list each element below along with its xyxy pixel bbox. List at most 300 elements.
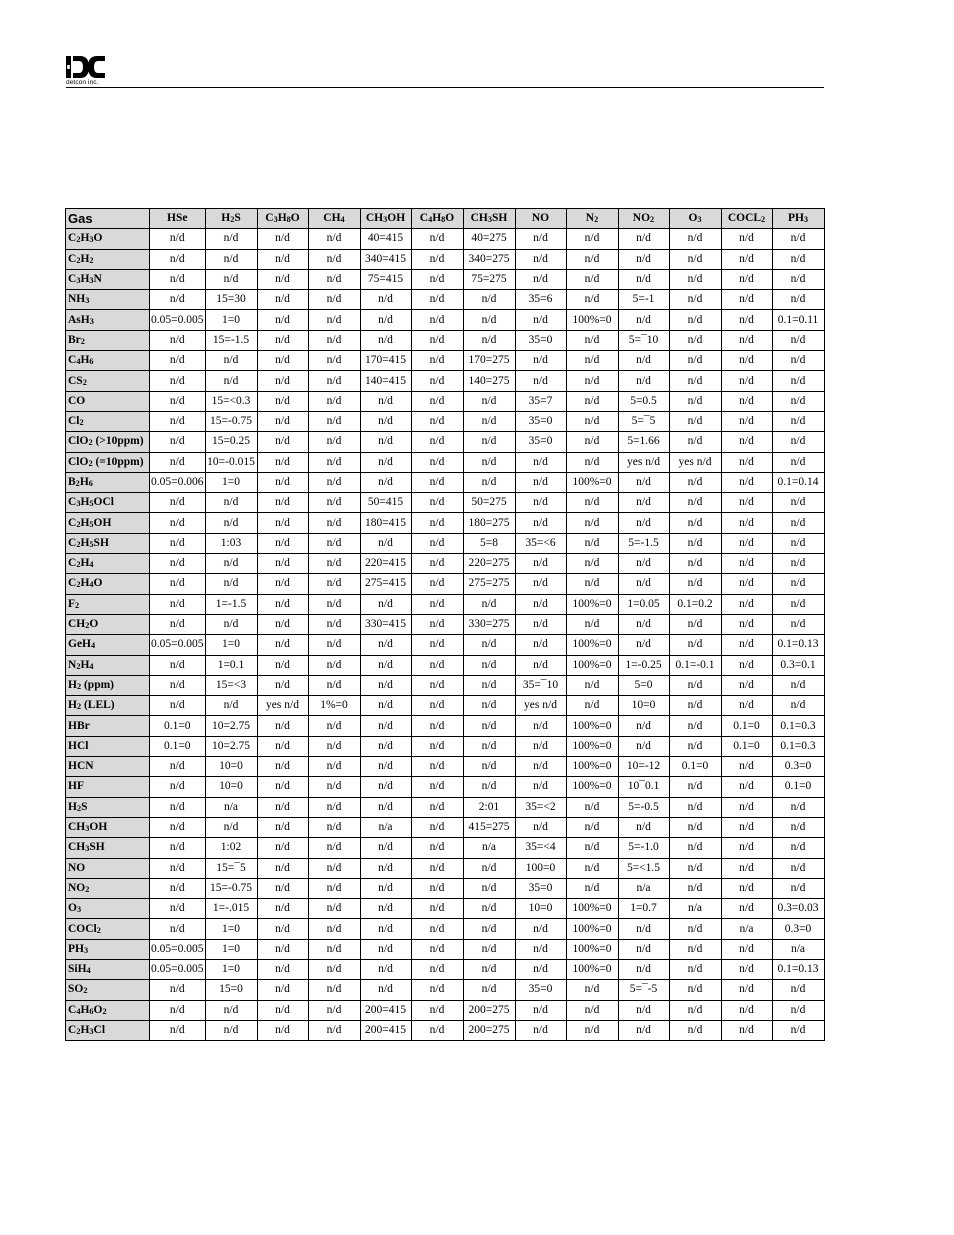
- gas-name-cell: $C_2H_3O$: [66, 229, 150, 249]
- value-cell: n/d: [772, 1000, 824, 1020]
- column-header: $H_2S$: [205, 209, 257, 229]
- value-cell: yes n/d: [669, 452, 721, 472]
- table-row: [66, 391, 825, 411]
- value-cell: 1=0: [205, 310, 257, 330]
- table-row: [66, 249, 825, 269]
- value-cell: n/d: [463, 696, 515, 716]
- value-cell: yes n/d: [618, 452, 669, 472]
- value-cell: n/d: [411, 249, 463, 269]
- value-cell: n/d: [566, 858, 618, 878]
- column-header: $C_4H_8O$: [411, 209, 463, 229]
- value-cell: n/d: [150, 452, 206, 472]
- gas-name-cell: HF: [66, 777, 150, 797]
- value-cell: n/d: [308, 269, 360, 289]
- value-cell: 1=-1.5: [205, 594, 257, 614]
- value-cell: n/d: [411, 696, 463, 716]
- value-cell: n/d: [515, 635, 566, 655]
- table-row: [66, 980, 825, 1000]
- value-cell: n/d: [515, 594, 566, 614]
- value-cell: n/d: [721, 797, 772, 817]
- table-row: [66, 411, 825, 431]
- value-cell: n/d: [515, 371, 566, 391]
- value-cell: n/d: [360, 432, 411, 452]
- gas-name-cell: $C_4H_6$: [66, 351, 150, 371]
- value-cell: 170=275: [463, 351, 515, 371]
- value-cell: n/d: [308, 351, 360, 371]
- value-cell: n/a: [772, 939, 824, 959]
- value-cell: n/d: [618, 939, 669, 959]
- value-cell: 100%=0: [566, 310, 618, 330]
- value-cell: n/d: [360, 959, 411, 979]
- value-cell: n/d: [257, 757, 308, 777]
- value-cell: n/d: [411, 554, 463, 574]
- value-cell: n/d: [721, 777, 772, 797]
- value-cell: n/d: [205, 371, 257, 391]
- gas-name-cell: $C_2H_5OH$: [66, 513, 150, 533]
- value-cell: 100%=0: [566, 757, 618, 777]
- value-cell: n/d: [257, 351, 308, 371]
- value-cell: n/d: [618, 351, 669, 371]
- value-cell: n/d: [411, 899, 463, 919]
- gas-name-cell: SiH$_4$: [66, 959, 150, 979]
- value-cell: n/d: [257, 229, 308, 249]
- value-cell: n/d: [257, 1000, 308, 1020]
- gas-name-cell: $C_2H_2$: [66, 249, 150, 269]
- value-cell: n/d: [411, 351, 463, 371]
- column-header: $CH_3OH$: [360, 209, 411, 229]
- value-cell: n/d: [566, 574, 618, 594]
- value-cell: n/d: [618, 736, 669, 756]
- value-cell: 5=-1.0: [618, 838, 669, 858]
- value-cell: n/d: [150, 980, 206, 1000]
- value-cell: n/d: [150, 777, 206, 797]
- value-cell: n/d: [772, 411, 824, 431]
- value-cell: n/d: [411, 594, 463, 614]
- value-cell: n/d: [308, 513, 360, 533]
- value-cell: n/d: [150, 533, 206, 553]
- value-cell: 40=415: [360, 229, 411, 249]
- value-cell: n/d: [150, 614, 206, 634]
- table-row: [66, 899, 825, 919]
- table-row: [66, 432, 825, 452]
- value-cell: n/d: [515, 716, 566, 736]
- value-cell: n/d: [669, 635, 721, 655]
- value-cell: n/d: [411, 858, 463, 878]
- value-cell: n/d: [669, 736, 721, 756]
- value-cell: n/d: [308, 1000, 360, 1020]
- value-cell: n/a: [721, 919, 772, 939]
- value-cell: n/d: [360, 797, 411, 817]
- value-cell: 0.1=0: [150, 736, 206, 756]
- value-cell: 1=0: [205, 635, 257, 655]
- value-cell: n/d: [257, 290, 308, 310]
- value-cell: n/d: [463, 980, 515, 1000]
- value-cell: n/d: [257, 1020, 308, 1040]
- value-cell: n/d: [721, 655, 772, 675]
- value-cell: n/d: [308, 594, 360, 614]
- value-cell: 35=<6: [515, 533, 566, 553]
- value-cell: 1=0.7: [618, 899, 669, 919]
- value-cell: n/d: [308, 939, 360, 959]
- value-cell: n/d: [411, 391, 463, 411]
- value-cell: n/d: [205, 696, 257, 716]
- value-cell: n/d: [308, 452, 360, 472]
- gas-name-cell: CO: [66, 391, 150, 411]
- value-cell: n/d: [150, 1000, 206, 1020]
- value-cell: 1=0.05: [618, 594, 669, 614]
- value-cell: n/d: [308, 919, 360, 939]
- value-cell: n/d: [772, 838, 824, 858]
- value-cell: n/d: [515, 452, 566, 472]
- value-cell: n/d: [721, 757, 772, 777]
- value-cell: n/d: [618, 229, 669, 249]
- value-cell: n/d: [618, 574, 669, 594]
- value-cell: n/d: [257, 432, 308, 452]
- gas-name-cell: $B_2H_6$: [66, 472, 150, 492]
- value-cell: n/d: [150, 371, 206, 391]
- value-cell: n/d: [150, 878, 206, 898]
- value-cell: 0.1=0: [721, 736, 772, 756]
- table-row: [66, 797, 825, 817]
- table-row: [66, 513, 825, 533]
- value-cell: n/d: [150, 696, 206, 716]
- value-cell: n/d: [308, 391, 360, 411]
- value-cell: 1=0: [205, 472, 257, 492]
- gas-name-cell: COCl$_2$: [66, 919, 150, 939]
- value-cell: 330=275: [463, 614, 515, 634]
- value-cell: n/d: [463, 290, 515, 310]
- value-cell: n/d: [308, 757, 360, 777]
- column-header: $CH_3SH$: [463, 209, 515, 229]
- value-cell: n/d: [721, 838, 772, 858]
- value-cell: n/d: [669, 614, 721, 634]
- value-cell: 15=30: [205, 290, 257, 310]
- value-cell: n/d: [360, 675, 411, 695]
- value-cell: n/d: [150, 817, 206, 837]
- value-cell: yes n/d: [515, 696, 566, 716]
- value-cell: n/d: [618, 716, 669, 736]
- value-cell: 0.1=0: [772, 777, 824, 797]
- value-cell: n/d: [669, 493, 721, 513]
- gas-name-cell: $NH_3$: [66, 290, 150, 310]
- value-cell: n/d: [360, 716, 411, 736]
- value-cell: n/d: [566, 391, 618, 411]
- table-row: [66, 533, 825, 553]
- value-cell: n/d: [515, 655, 566, 675]
- value-cell: n/d: [257, 899, 308, 919]
- value-cell: n/d: [618, 817, 669, 837]
- value-cell: n/d: [308, 249, 360, 269]
- value-cell: 2:01: [463, 797, 515, 817]
- value-cell: n/d: [411, 635, 463, 655]
- table-row: [66, 554, 825, 574]
- value-cell: n/d: [257, 472, 308, 492]
- gas-name-cell: $H_2S$: [66, 797, 150, 817]
- value-cell: n/a: [205, 797, 257, 817]
- gas-name-cell: $CH_3OH$: [66, 817, 150, 837]
- table-header-row: [66, 209, 825, 229]
- gas-name-cell: $SO_2$: [66, 980, 150, 1000]
- value-cell: n/d: [669, 797, 721, 817]
- value-cell: n/d: [411, 432, 463, 452]
- table-row: [66, 574, 825, 594]
- value-cell: n/d: [515, 574, 566, 594]
- value-cell: 5=<1.5: [618, 858, 669, 878]
- value-cell: 0.1=0.11: [772, 310, 824, 330]
- value-cell: n/d: [205, 249, 257, 269]
- value-cell: n/d: [257, 554, 308, 574]
- value-cell: n/d: [411, 310, 463, 330]
- value-cell: 5=¯10: [618, 330, 669, 350]
- value-cell: n/a: [669, 899, 721, 919]
- value-cell: n/d: [411, 736, 463, 756]
- value-cell: n/d: [360, 736, 411, 756]
- value-cell: n/d: [669, 269, 721, 289]
- table-row: [66, 736, 825, 756]
- value-cell: 0.3=0.03: [772, 899, 824, 919]
- gas-name-cell: NO: [66, 858, 150, 878]
- value-cell: n/d: [257, 371, 308, 391]
- value-cell: n/d: [360, 939, 411, 959]
- value-cell: n/d: [257, 493, 308, 513]
- value-cell: n/d: [150, 899, 206, 919]
- value-cell: n/d: [772, 452, 824, 472]
- value-cell: 5=¯5: [618, 411, 669, 431]
- value-cell: n/d: [308, 655, 360, 675]
- value-cell: n/d: [721, 899, 772, 919]
- value-cell: n/d: [411, 878, 463, 898]
- value-cell: n/d: [669, 1020, 721, 1040]
- value-cell: n/d: [463, 655, 515, 675]
- value-cell: 35=0: [515, 411, 566, 431]
- value-cell: n/d: [515, 757, 566, 777]
- value-cell: n/d: [411, 330, 463, 350]
- value-cell: 100%=0: [566, 777, 618, 797]
- value-cell: n/d: [772, 1020, 824, 1040]
- value-cell: n/d: [205, 817, 257, 837]
- value-cell: n/d: [463, 757, 515, 777]
- gas-name-cell: HBr: [66, 716, 150, 736]
- value-cell: n/d: [411, 838, 463, 858]
- logo-caption: detcon inc.: [66, 79, 99, 86]
- value-cell: n/d: [308, 635, 360, 655]
- value-cell: 5=8: [463, 533, 515, 553]
- value-cell: n/d: [257, 614, 308, 634]
- value-cell: n/d: [721, 493, 772, 513]
- column-header: $C_3H_8O$: [257, 209, 308, 229]
- value-cell: n/d: [515, 310, 566, 330]
- value-cell: n/d: [411, 797, 463, 817]
- value-cell: n/d: [515, 614, 566, 634]
- value-cell: n/d: [411, 411, 463, 431]
- value-cell: n/d: [618, 310, 669, 330]
- gas-name-cell: $Cl_2$: [66, 411, 150, 431]
- gas-name-cell: $C_2H_3Cl$: [66, 1020, 150, 1040]
- value-cell: n/d: [669, 574, 721, 594]
- value-cell: n/d: [150, 1020, 206, 1040]
- table-row: [66, 655, 825, 675]
- value-cell: n/d: [308, 675, 360, 695]
- value-cell: n/d: [772, 878, 824, 898]
- value-cell: 10=0: [618, 696, 669, 716]
- value-cell: 140=415: [360, 371, 411, 391]
- value-cell: n/d: [721, 817, 772, 837]
- table-row: [66, 838, 825, 858]
- value-cell: n/d: [308, 736, 360, 756]
- value-cell: n/d: [257, 533, 308, 553]
- value-cell: n/d: [257, 716, 308, 736]
- value-cell: n/d: [308, 716, 360, 736]
- gas-name-cell: ClO$_2$ (>10ppm): [66, 432, 150, 452]
- cross-sensitivity-table: [65, 208, 825, 1041]
- value-cell: n/d: [669, 554, 721, 574]
- value-cell: n/d: [257, 878, 308, 898]
- column-header: $COCL_2$: [721, 209, 772, 229]
- gas-name-cell: $CS_2$: [66, 371, 150, 391]
- value-cell: n/d: [411, 1020, 463, 1040]
- value-cell: n/d: [360, 777, 411, 797]
- value-cell: 10=0: [205, 777, 257, 797]
- value-cell: n/d: [257, 675, 308, 695]
- value-cell: n/d: [463, 777, 515, 797]
- value-cell: n/d: [515, 472, 566, 492]
- value-cell: n/d: [150, 574, 206, 594]
- value-cell: n/d: [308, 493, 360, 513]
- value-cell: n/d: [205, 1020, 257, 1040]
- value-cell: n/d: [669, 391, 721, 411]
- value-cell: n/d: [257, 777, 308, 797]
- column-header: $PH_3$: [772, 209, 824, 229]
- value-cell: n/d: [721, 675, 772, 695]
- value-cell: n/d: [566, 249, 618, 269]
- value-cell: n/d: [515, 736, 566, 756]
- table-row: [66, 635, 825, 655]
- value-cell: n/d: [308, 554, 360, 574]
- gas-name-cell: $NO_2$: [66, 878, 150, 898]
- value-cell: 5=¯-5: [618, 980, 669, 1000]
- value-cell: n/d: [150, 919, 206, 939]
- value-cell: n/d: [721, 635, 772, 655]
- value-cell: n/d: [257, 310, 308, 330]
- value-cell: n/d: [150, 351, 206, 371]
- value-cell: n/d: [360, 899, 411, 919]
- column-header: $N_2$: [566, 209, 618, 229]
- value-cell: n/d: [669, 371, 721, 391]
- value-cell: n/d: [515, 554, 566, 574]
- value-cell: n/d: [150, 655, 206, 675]
- value-cell: n/d: [515, 919, 566, 939]
- value-cell: n/d: [360, 858, 411, 878]
- value-cell: n/d: [257, 919, 308, 939]
- value-cell: n/d: [721, 858, 772, 878]
- value-cell: n/d: [721, 269, 772, 289]
- value-cell: n/d: [411, 959, 463, 979]
- value-cell: n/d: [205, 269, 257, 289]
- value-cell: n/d: [360, 290, 411, 310]
- value-cell: n/d: [772, 249, 824, 269]
- value-cell: n/d: [411, 614, 463, 634]
- value-cell: 0.05=0.005: [150, 635, 206, 655]
- value-cell: n/d: [411, 371, 463, 391]
- value-cell: n/d: [772, 574, 824, 594]
- gas-name-cell: $F_2$: [66, 594, 150, 614]
- value-cell: 0.05=0.005: [150, 310, 206, 330]
- value-cell: n/d: [721, 554, 772, 574]
- value-cell: n/d: [669, 716, 721, 736]
- value-cell: n/d: [566, 614, 618, 634]
- value-cell: n/d: [618, 635, 669, 655]
- value-cell: n/d: [257, 817, 308, 837]
- value-cell: n/d: [669, 696, 721, 716]
- value-cell: n/d: [411, 919, 463, 939]
- value-cell: 100%=0: [566, 472, 618, 492]
- value-cell: 15=-1.5: [205, 330, 257, 350]
- value-cell: n/d: [566, 838, 618, 858]
- value-cell: 0.1=0.2: [669, 594, 721, 614]
- value-cell: n/d: [411, 269, 463, 289]
- value-cell: n/d: [721, 594, 772, 614]
- value-cell: n/d: [205, 554, 257, 574]
- value-cell: n/d: [360, 878, 411, 898]
- value-cell: 0.05=0.005: [150, 939, 206, 959]
- value-cell: n/d: [463, 919, 515, 939]
- value-cell: n/d: [669, 939, 721, 959]
- column-header: $NO_2$: [618, 209, 669, 229]
- value-cell: 200=275: [463, 1000, 515, 1020]
- value-cell: 15=0: [205, 980, 257, 1000]
- value-cell: 35=0: [515, 980, 566, 1000]
- value-cell: n/d: [618, 513, 669, 533]
- value-cell: n/d: [360, 594, 411, 614]
- value-cell: n/d: [411, 655, 463, 675]
- value-cell: n/d: [205, 229, 257, 249]
- value-cell: 0.3=0: [772, 757, 824, 777]
- value-cell: 75=275: [463, 269, 515, 289]
- detcon-logo-mark: [66, 54, 106, 80]
- value-cell: 0.3=0.1: [772, 655, 824, 675]
- value-cell: n/d: [772, 858, 824, 878]
- value-cell: n/d: [721, 371, 772, 391]
- value-cell: n/d: [205, 351, 257, 371]
- value-cell: n/d: [515, 777, 566, 797]
- value-cell: n/d: [772, 797, 824, 817]
- value-cell: n/d: [721, 696, 772, 716]
- value-cell: n/d: [150, 493, 206, 513]
- value-cell: n/d: [150, 229, 206, 249]
- value-cell: n/d: [257, 411, 308, 431]
- value-cell: n/d: [669, 290, 721, 310]
- value-cell: n/d: [772, 432, 824, 452]
- value-cell: n/d: [772, 614, 824, 634]
- value-cell: n/d: [618, 614, 669, 634]
- value-cell: n/d: [721, 411, 772, 431]
- value-cell: n/d: [463, 472, 515, 492]
- value-cell: n/d: [669, 229, 721, 249]
- value-cell: n/d: [150, 513, 206, 533]
- value-cell: n/d: [772, 533, 824, 553]
- value-cell: n/d: [360, 472, 411, 492]
- value-cell: n/d: [411, 452, 463, 472]
- value-cell: n/d: [721, 980, 772, 1000]
- value-cell: 100%=0: [566, 716, 618, 736]
- value-cell: n/d: [669, 838, 721, 858]
- value-cell: n/d: [566, 513, 618, 533]
- value-cell: n/d: [308, 959, 360, 979]
- value-cell: n/d: [463, 899, 515, 919]
- value-cell: 10¯0.1: [618, 777, 669, 797]
- value-cell: 35=0: [515, 878, 566, 898]
- value-cell: n/d: [360, 310, 411, 330]
